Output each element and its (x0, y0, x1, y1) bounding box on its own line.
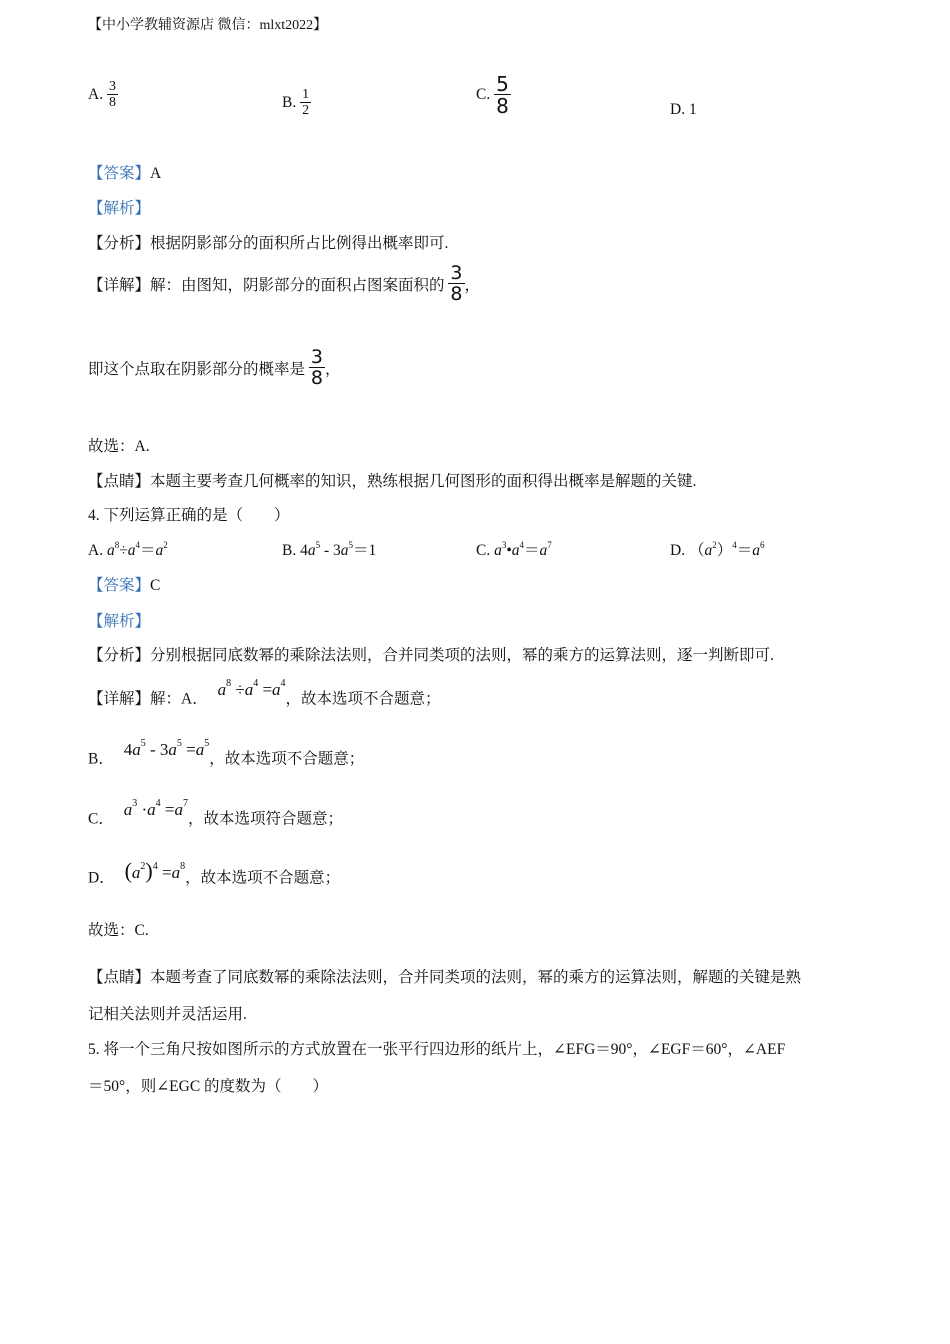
q4-verdict-b: ，故本选项不合题意； (209, 750, 365, 768)
probability-comma: ， (324, 361, 341, 378)
q4-dianjing-1 (88, 965, 801, 987)
option-b-numerator: 1 (302, 87, 310, 102)
option-c-label: C. (476, 86, 491, 103)
option-a-fraction (107, 80, 118, 110)
q3-analysis-tag: 【解析】 (88, 200, 151, 217)
q4-answer-value: C (150, 577, 161, 594)
option-a-numerator: 3 (108, 79, 116, 94)
q4-xiangjie-tag: 【详解】 (88, 690, 151, 708)
option-b (282, 88, 311, 118)
xiangjie-denominator: 8 (450, 283, 463, 305)
page-header: 【中小学教辅资源店 微信：mlxt2022】 (88, 18, 328, 33)
probability-text: 即这个点取在阴影部分的概率是 (88, 361, 306, 378)
answer-value: A (150, 165, 162, 182)
answer-tag: 【答案】 (88, 165, 151, 182)
q4-fenxi-tag: 【分析】 (88, 647, 151, 664)
option-b-fraction (300, 88, 311, 118)
q4-option-c: C. $a^3•a^4=a^7$ (476, 540, 552, 559)
option-c-numerator: 5 (496, 72, 509, 96)
q3-xiangjie (88, 264, 480, 304)
fenxi-text: 根据阴影部分的面积所占比例得出概率即可. (150, 235, 449, 252)
option-c-fraction (494, 74, 511, 116)
probability-numerator: 3 (310, 346, 323, 368)
q4-verdict-d: ，故本选项不合题意； (185, 869, 341, 887)
q4-dianjing-tag: 【点睛】 (88, 969, 151, 986)
q3-dianjing (88, 469, 696, 491)
q4-prefix-b: B． (88, 750, 114, 768)
xiangjie-fraction (448, 264, 464, 304)
q4-xiangjie-a (88, 678, 441, 708)
dianjing-tag: 【点睛】 (88, 473, 151, 490)
option-a-denominator: 8 (108, 95, 116, 110)
q4-prefix-d: D． (88, 869, 115, 887)
probability-fraction (309, 348, 325, 388)
q4-line-d (88, 858, 340, 887)
option-c-denominator: 8 (496, 94, 509, 118)
q5-stem-line-2: ＝50°，则∠EGC 的度数为（ ） (88, 1078, 329, 1095)
q4-option-a: A. $a^8\div a^4=a^2$ (88, 540, 168, 559)
option-a (88, 80, 118, 110)
q4-line-c (88, 798, 343, 828)
q5-stem-line-1: 5. 将一个三角尺按如图所示的方式放置在一张平行四边形的纸片上，∠EFG＝90°，∠EGF＝60°，∠AEF (88, 1041, 786, 1058)
q4-line-b (88, 738, 364, 768)
q4-xiangjie-prefix: 解：A． (150, 690, 208, 708)
q4-verdict-a: ，故本选项不合题意； (285, 690, 441, 708)
q4-dianjing-2: 记相关法则并灵活运用. (88, 1006, 247, 1023)
q4-eq-c: $a^3 \cdot a^4 =a^7$ (123, 798, 188, 819)
q4-option-b: B. $4a^5 - 3a^5=1$ (282, 540, 377, 559)
q4-answer-tag: 【答案】 (88, 577, 151, 594)
option-d: D. 1 (670, 101, 697, 118)
xiangjie-numerator: 3 (450, 262, 463, 284)
option-b-label: B. (282, 94, 297, 111)
xiangjie-comma: ， (464, 277, 481, 294)
q4-fenxi (88, 643, 774, 665)
q4-eq-a: $a^8 \div a^4 =a^4$ (217, 678, 286, 699)
q4-prefix-c: C． (88, 810, 114, 828)
option-a-label: A. (88, 86, 104, 103)
probability-denominator: 8 (310, 367, 323, 389)
fenxi-tag: 【分析】 (88, 235, 151, 252)
dianjing-text: 本题主要考查几何概率的知识，熟练根据几何图形的面积得出概率是解题的关键. (150, 473, 697, 490)
xiangjie-tag: 【详解】 (88, 277, 151, 294)
xiangjie-text: 解：由图知，阴影部分的面积占图案面积的 (150, 277, 445, 294)
q4-select: 故选：C. (88, 922, 149, 939)
q3-select: 故选：A. (88, 438, 150, 455)
q3-answer (88, 161, 161, 183)
q4-analysis-tag: 【解析】 (88, 613, 151, 630)
q3-probability-line (88, 348, 341, 388)
option-b-denominator: 2 (302, 103, 310, 118)
q4-answer (88, 573, 160, 595)
option-c (476, 74, 511, 116)
q4-eq-b: $4a^5 - 3a^5 =a^5$ (123, 738, 210, 759)
q4-verdict-c: ，故本选项符合题意； (187, 810, 343, 828)
q3-fenxi (88, 231, 448, 253)
q4-dianjing-text-1: 本题考查了同底数幂的乘除法法则，合并同类项的法则，幂的乘方的运算法则，解题的关键是熟 (150, 969, 802, 986)
q4-eq-d: $(a^2)^4 =a^8$ (124, 858, 186, 883)
q4-fenxi-text: 分别根据同底数幂的乘除法法则，合并同类项的法则，幂的乘方的运算法则，逐一判断即可. (150, 647, 774, 664)
q4-option-d: D. $(a^2)^4=a^6$ (670, 540, 765, 559)
q4-stem: 4. 下列运算正确的是（ ） (88, 507, 290, 524)
